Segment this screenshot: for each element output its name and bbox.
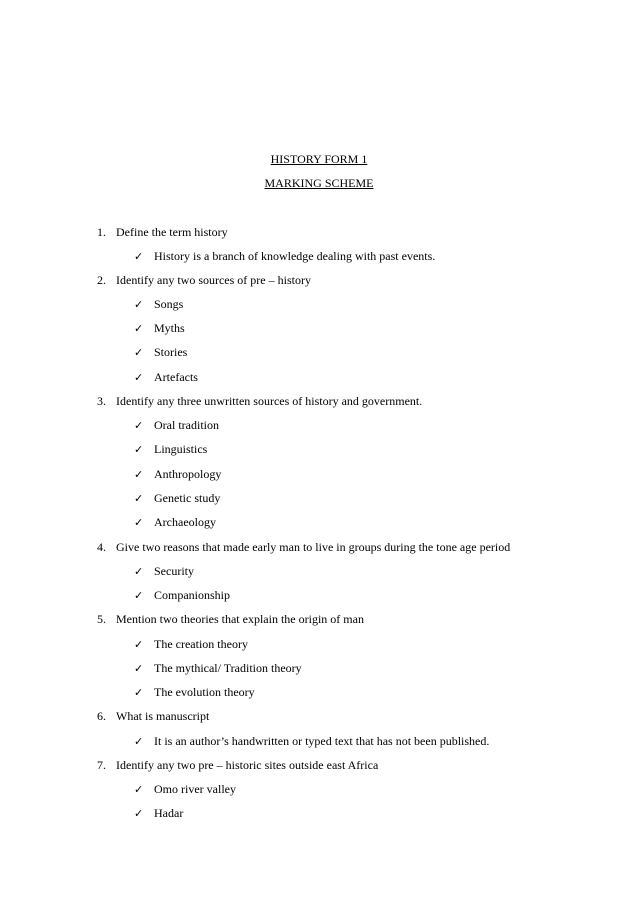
question-number: 5. [97, 612, 106, 626]
check-icon: ✓ [134, 443, 144, 456]
check-icon: ✓ [134, 371, 144, 384]
question-5 [97, 612, 364, 627]
question-text: What is manuscript [116, 709, 210, 723]
check-icon: ✓ [134, 638, 144, 651]
answer-text: Archaeology [154, 515, 216, 529]
answer-text: Oral tradition [154, 418, 219, 432]
check-icon: ✓ [134, 250, 144, 263]
answer-item [134, 467, 221, 482]
answer-item [134, 685, 255, 700]
check-icon: ✓ [134, 322, 144, 335]
question-4 [97, 540, 510, 555]
question-text: Identify any two pre – historic sites outside east Africa [116, 758, 379, 772]
check-icon: ✓ [134, 468, 144, 481]
check-icon: ✓ [134, 492, 144, 505]
answer-item [134, 734, 489, 749]
check-icon: ✓ [134, 783, 144, 796]
question-number: 7. [97, 758, 106, 772]
answer-item [134, 297, 183, 312]
question-text: Mention two theories that explain the origin of man [116, 612, 364, 626]
answer-item [134, 515, 216, 530]
question-number: 1. [97, 225, 106, 239]
question-1 [97, 225, 228, 240]
check-icon: ✓ [134, 807, 144, 820]
answer-item [134, 661, 302, 676]
check-icon: ✓ [134, 298, 144, 311]
answer-text: Anthropology [154, 467, 222, 481]
answer-text: History is a branch of knowledge dealing with past events. [154, 249, 436, 263]
answer-text: Songs [154, 297, 184, 311]
question-number: 2. [97, 273, 106, 287]
answer-item [134, 249, 435, 264]
check-icon: ✓ [134, 686, 144, 699]
question-text: Give two reasons that made early man to live in groups during the tone age period [116, 540, 511, 554]
check-icon: ✓ [134, 735, 144, 748]
answer-text: Omo river valley [154, 782, 236, 796]
answer-item [134, 442, 207, 457]
answer-text: The mythical/ Tradition theory [154, 661, 302, 675]
answer-item [134, 564, 194, 579]
answer-item [134, 321, 185, 336]
answer-item [134, 491, 220, 506]
answer-text: Myths [154, 321, 185, 335]
answer-text: Companionship [154, 588, 231, 602]
document-title: HISTORY FORM 1 [270, 152, 368, 166]
answer-text: The evolution theory [154, 685, 255, 699]
check-icon: ✓ [134, 662, 144, 675]
answer-text: Hadar [154, 806, 184, 820]
question-number: 3. [97, 394, 106, 408]
answer-item [134, 370, 198, 385]
question-number: 6. [97, 709, 106, 723]
question-3 [97, 394, 422, 409]
question-2 [97, 273, 311, 288]
answer-text: It is an author’s handwritten or typed text that has not been published. [154, 734, 490, 748]
answer-item [134, 418, 219, 433]
question-7 [97, 758, 378, 773]
check-icon: ✓ [134, 589, 144, 602]
answer-text: Security [154, 564, 194, 578]
document-subtitle: MARKING SCHEME [264, 176, 374, 190]
answer-item [134, 345, 187, 360]
check-icon: ✓ [134, 516, 144, 529]
answer-text: Linguistics [154, 442, 208, 456]
check-icon: ✓ [134, 346, 144, 359]
answer-text: Genetic study [154, 491, 221, 505]
question-text: Identify any two sources of pre – history [116, 273, 311, 287]
answer-item [134, 806, 183, 821]
question-text: Define the term history [116, 225, 228, 239]
check-icon: ✓ [134, 419, 144, 432]
answer-text: The creation theory [154, 637, 248, 651]
answer-text: Artefacts [154, 370, 198, 384]
question-text: Identify any three unwritten sources of history and government. [116, 394, 423, 408]
check-icon: ✓ [134, 565, 144, 578]
answer-text: Stories [154, 345, 188, 359]
question-number: 4. [97, 540, 106, 554]
answer-item [134, 637, 248, 652]
answer-item [134, 588, 230, 603]
answer-item [134, 782, 236, 797]
question-6 [97, 709, 209, 724]
